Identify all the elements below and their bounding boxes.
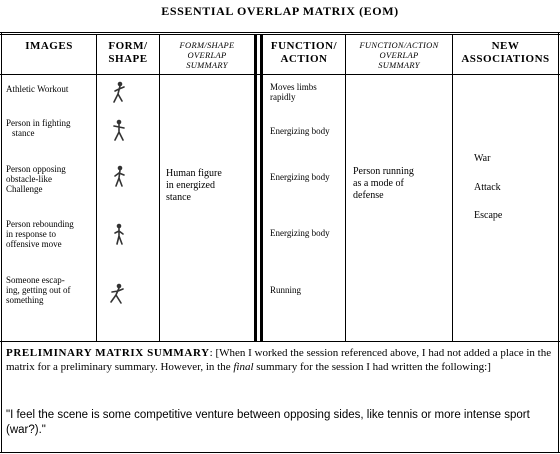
function-cell-2: Energizing body xyxy=(270,126,330,136)
form-summary-text: Human figure in energized stance xyxy=(166,168,222,203)
rebounding-figure-icon xyxy=(110,222,128,248)
header-function-summary: FUNCTION/ACTION OVERLAP SUMMARY xyxy=(359,40,439,70)
function-summary-text: Person running as a mode of defense xyxy=(353,166,414,201)
preliminary-summary: PRELIMINARY MATRIX SUMMARY: [When I worked the session referenced above, I had not added a place in the matrix for a preliminary summary. However, in the final summary for the session I had written the following:] xyxy=(6,347,552,373)
association-war: War xyxy=(474,153,491,164)
association-attack: Attack xyxy=(474,182,501,193)
running-figure-icon xyxy=(110,80,128,106)
image-cell-5: Someone escap- ing, getting out of something xyxy=(6,275,71,305)
image-cell-3: Person opposing obstacle-like Challenge xyxy=(6,164,66,194)
function-cell-5: Running xyxy=(270,285,302,295)
function-cell-4: Energizing body xyxy=(270,228,330,238)
header-form-shape: FORM/ SHAPE xyxy=(108,40,148,65)
fighting-figure-icon xyxy=(110,118,128,144)
image-cell-2: Person in fighting stance xyxy=(6,118,71,138)
association-escape: Escape xyxy=(474,210,503,221)
header-new-associations: NEW ASSOCIATIONS xyxy=(461,40,550,65)
function-cell-3: Energizing body xyxy=(270,172,330,182)
escaping-figure-icon xyxy=(108,282,126,308)
header-function-action: FUNCTION/ ACTION xyxy=(270,40,338,65)
image-cell-4: Person rebounding in response to offensive move xyxy=(6,219,74,249)
function-cell-1: Moves limbs rapidly xyxy=(270,82,317,102)
opposing-figure-icon xyxy=(110,164,128,190)
header-form-summary: FORM/SHAPE OVERLAP SUMMARY xyxy=(179,40,235,70)
summary-label: PRELIMINARY MATRIX SUMMARY xyxy=(6,347,210,359)
image-cell-1: Athletic Workout xyxy=(6,84,69,94)
matrix-title: ESSENTIAL OVERLAP MATRIX (EOM) xyxy=(161,4,399,18)
summary-quote: "I feel the scene is some competitive venture between opposing sides, like tennis or more intense sport (war?)." xyxy=(6,409,530,436)
header-images: IMAGES xyxy=(25,40,73,52)
